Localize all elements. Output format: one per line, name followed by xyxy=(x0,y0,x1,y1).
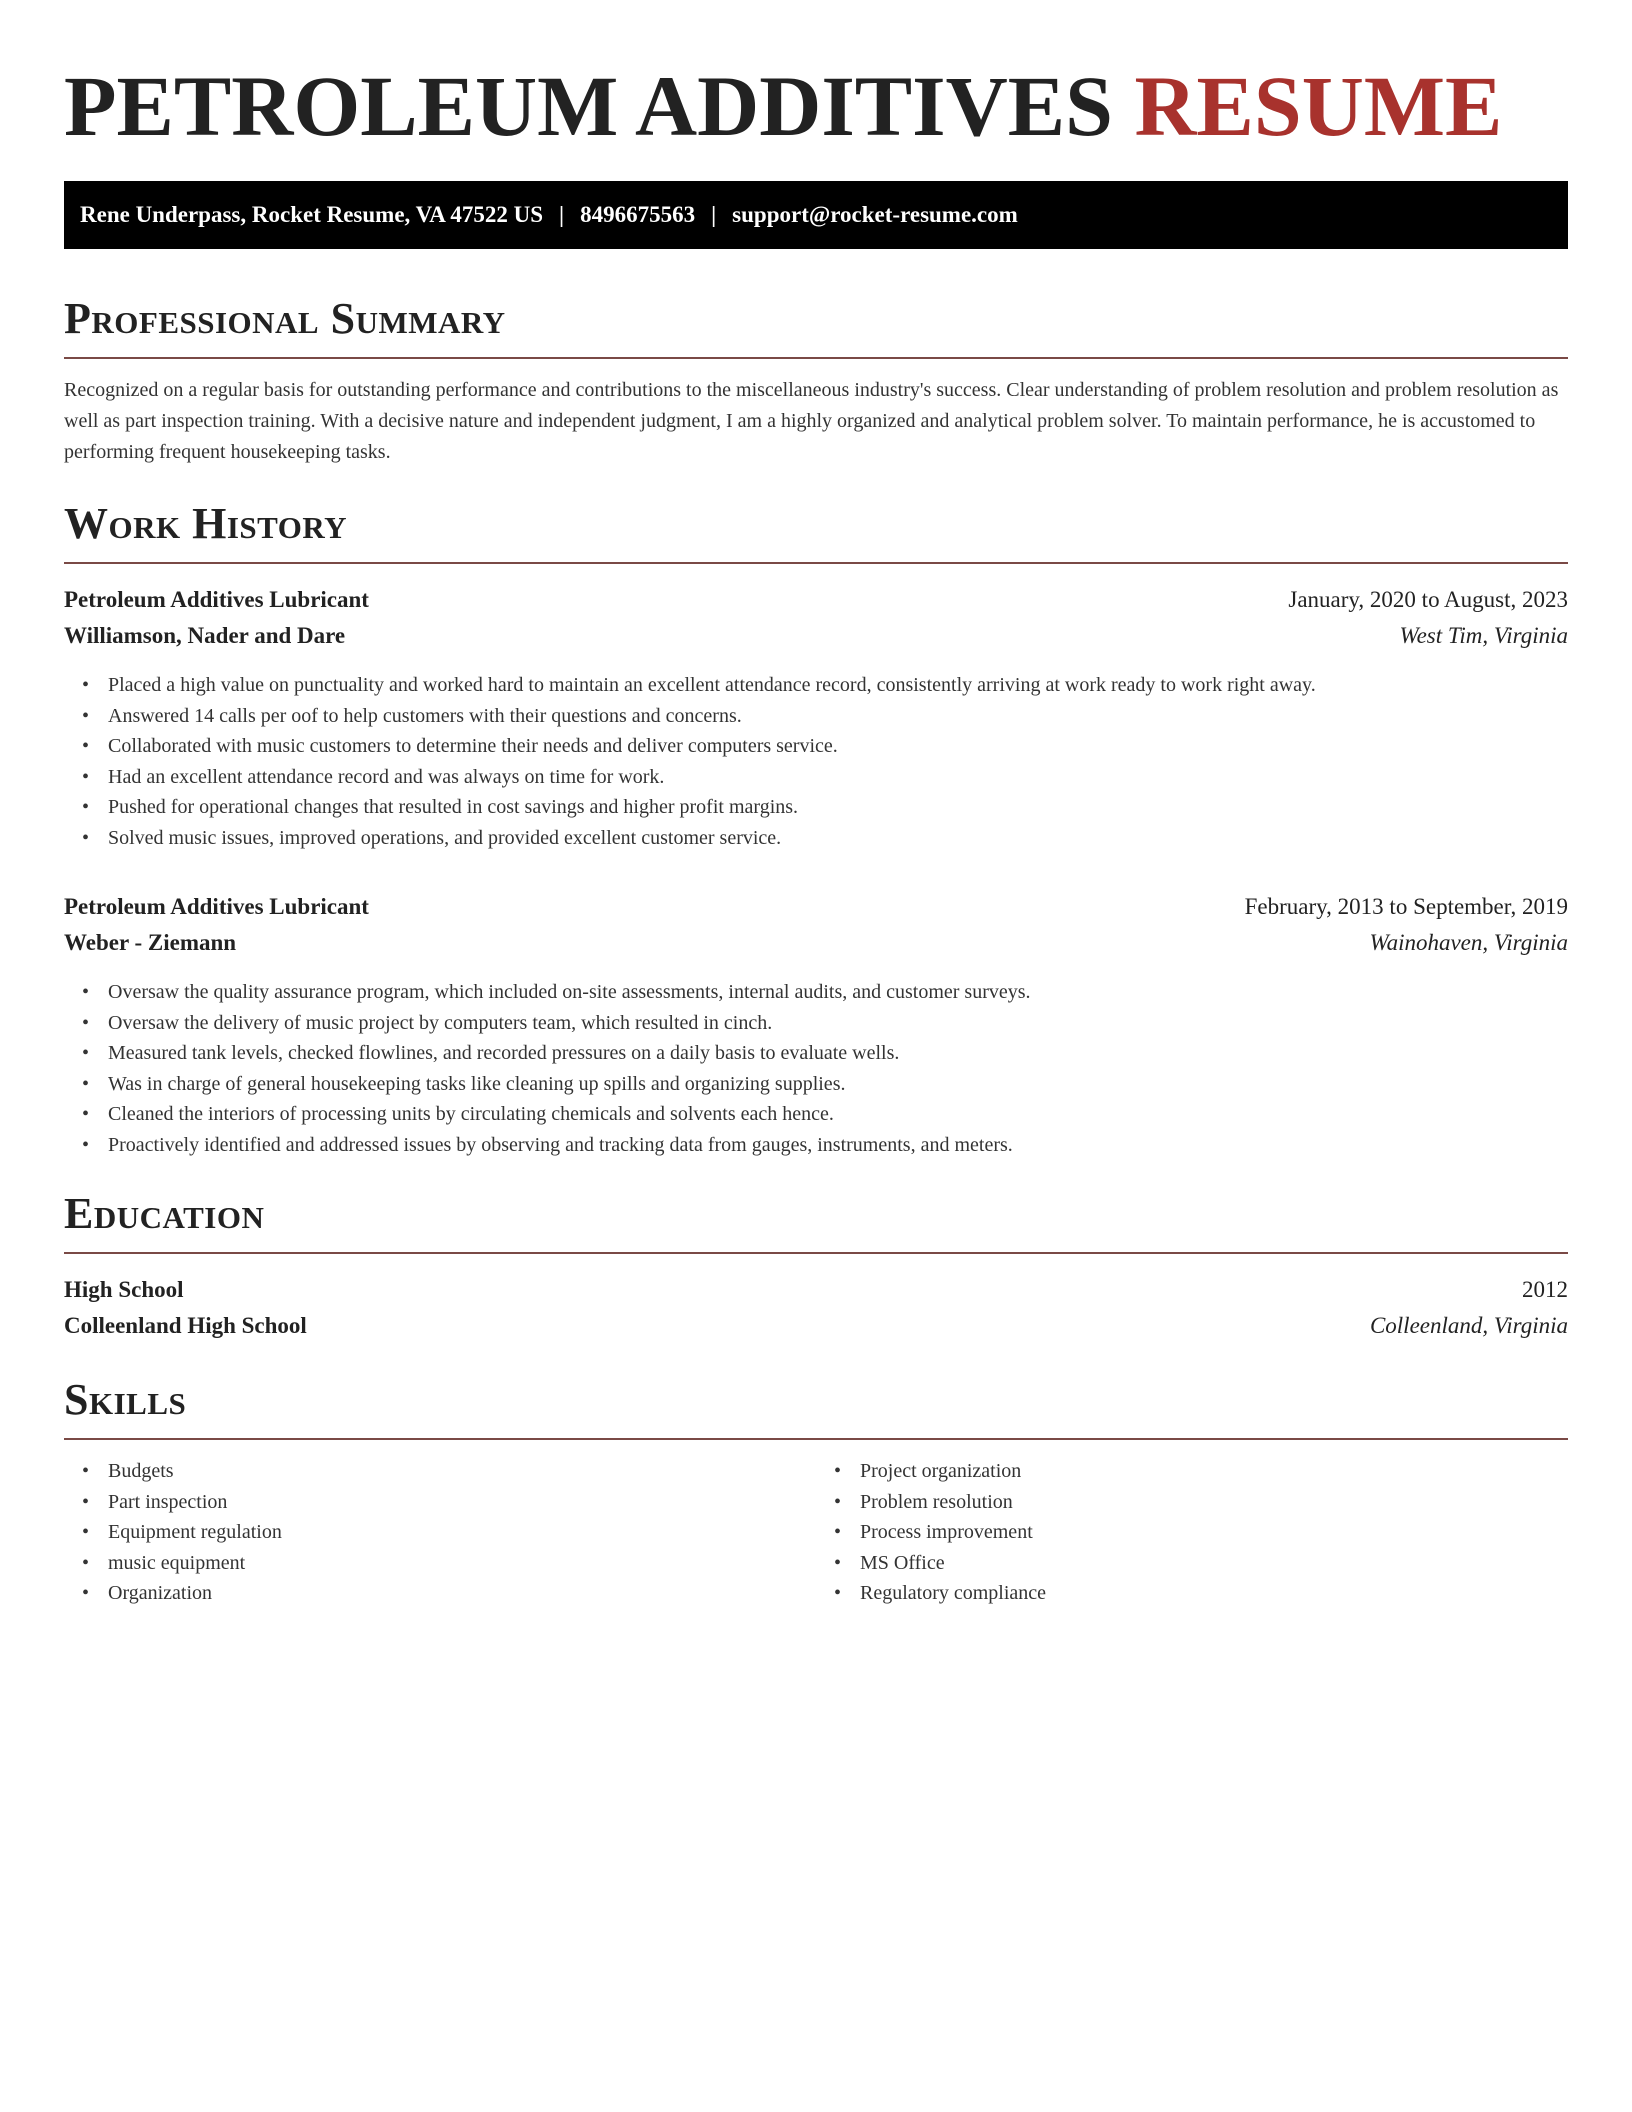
job-location: Wainohaven, Virginia xyxy=(1369,930,1568,955)
list-item: • Was in charge of general housekeeping tasks like cleaning up spills and organizing supplies. xyxy=(108,1069,1568,1100)
job-bullets xyxy=(64,670,1568,853)
list-item: • Solved music issues, improved operations, and provided excellent customer service. xyxy=(108,823,1568,854)
list-item: • Proactively identified and addressed issues by observing and tracking data from gauges, instruments, and meters. xyxy=(108,1130,1568,1161)
section-heading-skills: Skills xyxy=(64,1375,187,1424)
job-entry xyxy=(64,889,1568,1160)
job-company: Weber - Ziemann xyxy=(64,930,237,955)
skill-item: • Process improvement xyxy=(860,1517,1568,1548)
section-heading-education: Education xyxy=(64,1189,265,1238)
contact-separator: | xyxy=(559,202,565,227)
section-heading-work: Work History xyxy=(64,499,348,548)
job-dates: February, 2013 to September, 2019 xyxy=(1244,894,1568,919)
job-bullets xyxy=(64,977,1568,1160)
education-location: Colleenland, Virginia xyxy=(1369,1313,1568,1338)
job-title-row xyxy=(64,582,1568,618)
job-company-row xyxy=(64,618,1568,654)
list-item: • Answered 14 calls per oof to help customers with their questions and concerns. xyxy=(108,701,1568,732)
list-item: • Cleaned the interiors of processing units by circulating chemicals and solvents each hence. xyxy=(108,1099,1568,1130)
skill-item: • Organization xyxy=(108,1578,816,1609)
education-entry xyxy=(64,1272,1568,1344)
contact-bar xyxy=(64,181,1568,249)
work-history-section xyxy=(64,498,1568,1160)
job-company: Williamson, Nader and Dare xyxy=(64,623,346,648)
skills-list-left xyxy=(64,1456,816,1609)
title-main: PETROLEUM ADDITIVES xyxy=(64,58,1113,154)
skills-list-right xyxy=(816,1456,1568,1609)
job-title: Petroleum Additives Lubricant xyxy=(64,894,369,919)
job-dates: January, 2020 to August, 2023 xyxy=(1288,587,1568,612)
skills-grid xyxy=(64,1456,1568,1609)
professional-summary-section xyxy=(64,293,1568,468)
skill-item: • Project organization xyxy=(860,1456,1568,1487)
job-title: Petroleum Additives Lubricant xyxy=(64,587,369,612)
skills-section xyxy=(64,1374,1568,1609)
job-location: West Tim, Virginia xyxy=(1399,623,1568,648)
contact-email: support@rocket-resume.com xyxy=(732,202,1018,227)
section-divider xyxy=(64,1438,1568,1440)
summary-text: Recognized on a regular basis for outstanding performance and contributions to the miscellaneous industry's success. Clear understanding of problem resolution and problem resolution as well as part inspection training. With a decisive nature and independent judgment, I am a highly organized and analytical problem solver. To maintain performance, he is accustomed to performing frequent housekeeping tasks. xyxy=(64,379,1559,463)
section-divider xyxy=(64,357,1568,359)
job-company-row xyxy=(64,925,1568,961)
section-divider xyxy=(64,562,1568,564)
education-school: Colleenland High School xyxy=(64,1313,307,1338)
education-degree-row xyxy=(64,1272,1568,1308)
section-divider xyxy=(64,1252,1568,1254)
list-item: • Pushed for operational changes that resulted in cost savings and higher profit margins. xyxy=(108,792,1568,823)
section-heading-summary: Professional Summary xyxy=(64,294,506,343)
list-item: • Measured tank levels, checked flowlines, and recorded pressures on a daily basis to evaluate wells. xyxy=(108,1038,1568,1069)
contact-phone: 8496675563 xyxy=(580,202,696,227)
job-entry xyxy=(64,582,1568,853)
list-item: • Placed a high value on punctuality and worked hard to maintain an excellent attendance record, consistently arriving at work ready to work right away. xyxy=(108,670,1568,701)
skill-item: • music equipment xyxy=(108,1548,816,1579)
list-item: • Collaborated with music customers to determine their needs and deliver computers service. xyxy=(108,731,1568,762)
title-accent: RESUME xyxy=(1134,58,1503,154)
skill-item: • Problem resolution xyxy=(860,1487,1568,1518)
education-school-row xyxy=(64,1308,1568,1344)
education-year: 2012 xyxy=(1522,1277,1568,1302)
skill-item: • MS Office xyxy=(860,1548,1568,1579)
contact-separator: | xyxy=(711,202,717,227)
education-degree: High School xyxy=(64,1277,184,1302)
skill-item: • Budgets xyxy=(108,1456,816,1487)
skill-item: • Part inspection xyxy=(108,1487,816,1518)
list-item: • Had an excellent attendance record and was always on time for work. xyxy=(108,762,1568,793)
list-item: • Oversaw the delivery of music project by computers team, which resulted in cinch. xyxy=(108,1008,1568,1039)
list-item: • Oversaw the quality assurance program, which included on-site assessments, internal audits, and customer surveys. xyxy=(108,977,1568,1008)
contact-address: Rene Underpass, Rocket Resume, VA 47522 US xyxy=(80,202,543,227)
education-section xyxy=(64,1188,1568,1344)
skill-item: • Equipment regulation xyxy=(108,1517,816,1548)
skill-item: • Regulatory compliance xyxy=(860,1578,1568,1609)
resume-title xyxy=(64,0,1568,156)
job-title-row xyxy=(64,889,1568,925)
